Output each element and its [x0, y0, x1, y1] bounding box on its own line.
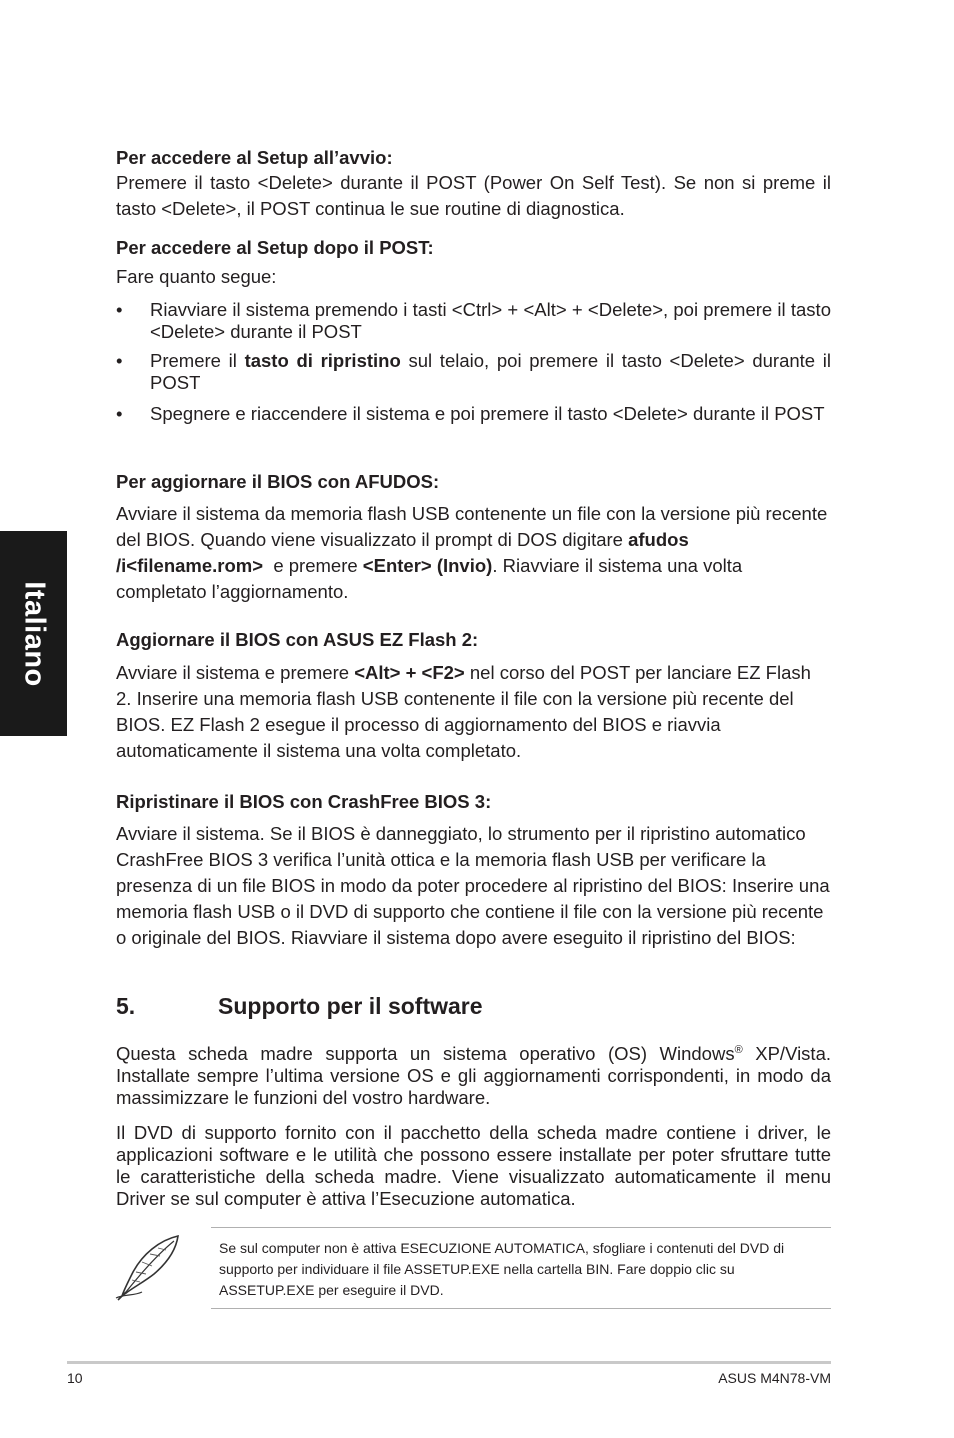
- language-label: Italiano: [18, 580, 50, 687]
- heading-setup-after-post: Per accedere al Setup dopo il POST:: [116, 237, 434, 258]
- software-paragraph-2: Il DVD di supporto fornito con il pacchetto della scheda madre contiene i driver, le applicazioni software e le utilità che possono essere installate per poter sfruttare tutte le caratteristiche della scheda madre. Viene visualizzato automaticamente il menu Driver se sul computer è attiva l’Esecuzione automatica.: [116, 1122, 831, 1210]
- note-text: Se sul computer non è attiva ESECUZIONE AUTOMATICA, sfogliare i contenuti del DVD di supporto per individuare il file ASSETUP.EXE nella cartella BIN. Fare doppio clic su ASSETUP.EXE per eseguire il DVD.: [219, 1240, 785, 1298]
- section-crashfree: [116, 791, 831, 951]
- heading-ez-flash: Aggiornare il BIOS con ASUS EZ Flash 2:: [116, 629, 479, 650]
- heading-crashfree: Ripristinare il BIOS con CrashFree BIOS 3:: [116, 791, 492, 812]
- feather-pen-icon: [112, 1232, 184, 1304]
- ez-flash-text: Avviare il sistema e premere <Alt> + <F2> nel corso del POST per lanciare EZ Flash 2. Inserire una memoria flash USB contenente il file con la versione più recente del BIOS. EZ Flash 2 esegue il processo di aggiornamento del BIOS e riavvia automaticamente il sistema una volta completato.: [116, 662, 811, 761]
- section-title: Supporto per il software: [218, 993, 483, 1019]
- note-box: [211, 1227, 831, 1309]
- page-number: 10: [67, 1370, 83, 1386]
- list-item: • Premere il tasto di ripristino sul telaio, poi premere il tasto <Delete> durante il POST: [116, 350, 831, 393]
- section-setup-after-post: [116, 237, 831, 426]
- section-setup-at-boot: [116, 147, 831, 222]
- setup-at-boot-text: Premere il tasto <Delete> durante il POST (Power On Self Test). Se non si preme il tasto <Delete>, il POST continua le sue routine di diagnostica.: [116, 172, 831, 219]
- afudos-text: Avviare il sistema da memoria flash USB contenente un file con la versione più recente del BIOS. Quando viene visualizzato il prompt di DOS digitare afudos /i<filename.rom> e premere <Enter> (Invio). Riavviare il sistema una volta completato l’aggiornamento.: [116, 503, 828, 602]
- section-afudos: [116, 471, 831, 605]
- bullet-icon: •: [116, 403, 123, 424]
- language-side-tab: [0, 531, 67, 736]
- heading-setup-at-boot: Per accedere al Setup all’avvio:: [116, 147, 393, 168]
- footer-divider: [67, 1361, 831, 1364]
- setup-after-post-intro: Fare quanto segue:: [116, 266, 277, 287]
- section-software-support: [116, 1039, 831, 1210]
- bullet-icon: •: [116, 350, 123, 371]
- product-name: ASUS M4N78-VM: [718, 1370, 831, 1386]
- crashfree-text: Avviare il sistema. Se il BIOS è danneggiato, lo strumento per il ripristino automatico CrashFree BIOS 3 verifica l’unità ottica e la memoria flash USB per verificare la presenza di un file BIOS in modo da poter procedere al ripristino del BIOS: Inserire una memoria flash USB o il DVD di supporto che contiene il file con la versione più recente o originale del BIOS. Riavviare il sistema dopo avere eseguito il ripristino del BIOS:: [116, 823, 830, 948]
- section-ez-flash: [116, 629, 831, 764]
- section-number: 5.: [116, 993, 136, 1019]
- software-paragraph-1: Questa scheda madre supporta un sistema operativo (OS) Windows® XP/Vista. Installate sempre l’ultima versione OS e gli aggiornamenti corrispondenti, in modo da massimizzare le funzioni del vostro hardware.: [116, 1043, 831, 1109]
- section-5-title: [116, 992, 483, 1020]
- list-item: • Riavviare il sistema premendo i tasti <Ctrl> + <Alt> + <Delete>, poi premere il tasto <Delete> durante il POST: [116, 299, 831, 342]
- setup-after-post-list: [116, 299, 831, 426]
- bullet-icon: •: [116, 299, 123, 320]
- list-item: • Spegnere e riaccendere il sistema e poi premere il tasto <Delete> durante il POST: [116, 403, 825, 424]
- heading-afudos: Per aggiornare il BIOS con AFUDOS:: [116, 471, 440, 492]
